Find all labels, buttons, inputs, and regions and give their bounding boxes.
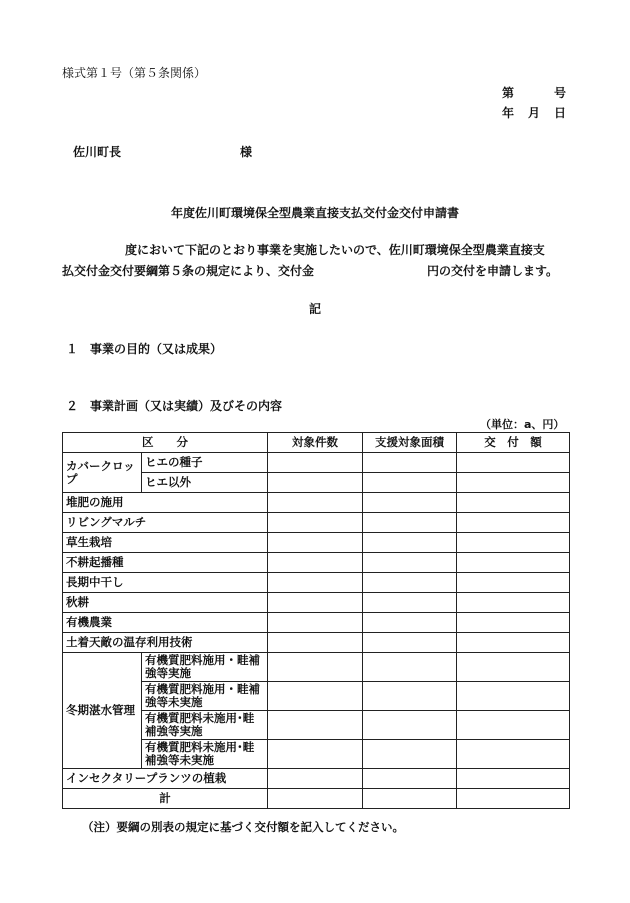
row-label: リビングマルチ [63,513,268,533]
addressee-name: 佐川町長 [73,145,122,159]
cell-area[interactable] [363,593,457,613]
table-row [63,613,570,633]
cell-amount[interactable] [457,769,570,789]
cell-amount[interactable] [457,513,570,533]
number-go: 号 [553,86,566,100]
date-year: 年 [502,106,515,120]
cell-count[interactable] [268,682,363,711]
cell-amount[interactable] [457,613,570,633]
cell-count[interactable] [268,513,363,533]
cell-count[interactable] [268,789,363,809]
cell-amount[interactable] [457,789,570,809]
row-sublabel: ヒエ以外 [142,473,268,493]
header-area: 支援対象面積 [363,433,457,453]
table-row [63,573,570,593]
cell-area[interactable] [363,513,457,533]
row-label: 不耕起播種 [63,553,268,573]
total-label: 計 [63,789,268,809]
cell-amount[interactable] [457,493,570,513]
table-header-row [63,433,570,453]
cell-count[interactable] [268,633,363,653]
cell-area[interactable] [363,573,457,593]
cell-count[interactable] [268,593,363,613]
row-sublabel: 有機質肥料施用・畦補強等実施 [142,653,268,682]
cell-count[interactable] [268,613,363,633]
cell-count[interactable] [268,453,363,473]
note: （注）要綱の別表の規定に基づく交付額を記入してください。 [82,820,404,834]
cell-area[interactable] [363,682,457,711]
cell-count[interactable] [268,711,363,740]
section-2-heading: ２ 事業計画（又は実績）及びその内容 [66,399,283,413]
cell-count[interactable] [268,553,363,573]
cell-amount[interactable] [457,553,570,573]
ki-heading: 記 [308,302,321,316]
cell-area[interactable] [363,613,457,633]
cell-amount[interactable] [457,653,570,682]
row-label: 秋耕 [63,593,268,613]
date-month: 月 [528,106,541,120]
total-row [63,789,570,809]
row-label-winter: 冬期湛水管理 [63,653,142,769]
section-1-heading: １ 事業の目的（又は成果） [66,342,223,356]
cell-amount[interactable] [457,711,570,740]
table-row [63,769,570,789]
date-day: 日 [554,106,567,120]
unit-label: （単位：a、円） [480,418,565,431]
cell-count[interactable] [268,493,363,513]
cell-area[interactable] [363,769,457,789]
cell-area[interactable] [363,473,457,493]
table-row [63,553,570,573]
plan-table [62,432,570,809]
cell-count[interactable] [268,573,363,593]
cell-area[interactable] [363,740,457,769]
cell-amount[interactable] [457,573,570,593]
row-sublabel: ヒエの種子 [142,453,268,473]
table-row [63,533,570,553]
table-row [63,593,570,613]
cell-amount[interactable] [457,473,570,493]
table-row [63,513,570,533]
table-row [63,653,570,682]
row-label: 堆肥の施用 [63,493,268,513]
row-label: 長期中干し [63,573,268,593]
row-sublabel: 有機質肥料未施用･畦補強等実施 [142,711,268,740]
cell-amount[interactable] [457,682,570,711]
row-label: 有機農業 [63,613,268,633]
cell-count[interactable] [268,473,363,493]
row-sublabel: 有機質肥料施用・畦補強等未実施 [142,682,268,711]
cell-count[interactable] [268,740,363,769]
cell-amount[interactable] [457,633,570,653]
body-line-2-end: 円の交付を申請します。 [427,264,559,278]
cell-area[interactable] [363,453,457,473]
number-dai: 第 [502,86,515,100]
body-line-1: 度において下記のとおり事業を実施したいので、佐川町環境保全型農業直接支 [125,243,545,257]
table-row [63,493,570,513]
cell-area[interactable] [363,633,457,653]
body-line-2: 払交付金交付要綱第５条の規定により、交付金 [62,264,315,278]
row-label: 土着天敵の温存利用技術 [63,633,268,653]
header-category: 区 分 [63,433,268,453]
cell-area[interactable] [363,533,457,553]
cell-amount[interactable] [457,740,570,769]
row-label: 草生栽培 [63,533,268,553]
cell-amount[interactable] [457,533,570,553]
cell-amount[interactable] [457,453,570,473]
cell-area[interactable] [363,493,457,513]
table-row [63,633,570,653]
cell-count[interactable] [268,533,363,553]
document-title: 年度佐川町環境保全型農業直接支払交付金交付申請書 [170,206,459,220]
cell-count[interactable] [268,769,363,789]
cell-area[interactable] [363,789,457,809]
cell-amount[interactable] [457,593,570,613]
cell-area[interactable] [363,711,457,740]
row-label-cover-crop: カバークロップ [63,453,142,493]
table-row [63,453,570,473]
document-number [502,84,566,101]
cell-area[interactable] [363,553,457,573]
row-label: インセクタリープランツの植栽 [63,769,268,789]
header-count: 対象件数 [268,433,363,453]
header-amount: 交 付 額 [457,433,570,453]
cell-area[interactable] [363,653,457,682]
row-sublabel: 有機質肥料未施用･畦補強等未実施 [142,740,268,769]
addressee-honorific: 様 [240,145,253,159]
form-number: 様式第１号（第５条関係） [62,66,207,80]
cell-count[interactable] [268,653,363,682]
